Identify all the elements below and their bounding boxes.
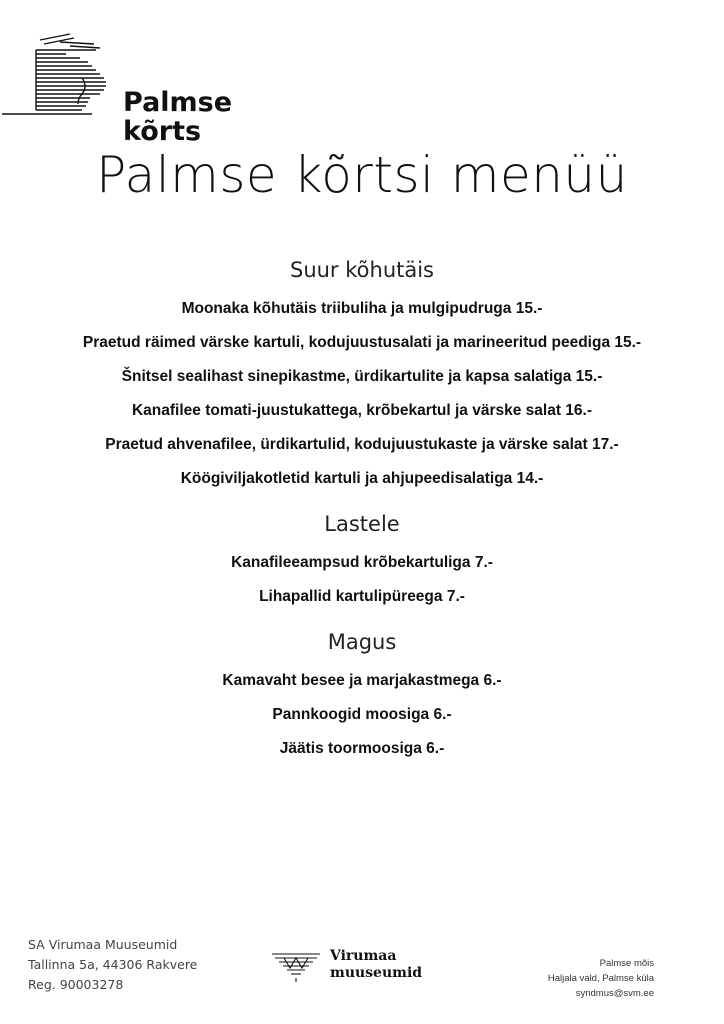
menu-item: Šnitsel sealihast sinepikastme, ürdikartulite ja kapsa salatiga 15.- bbox=[121, 368, 603, 385]
footer-email: syndmus@svm.ee bbox=[575, 988, 654, 999]
footer-venue-address: Haljala vald, Palmse küla bbox=[547, 973, 654, 984]
menu-item: Kamavaht besee ja marjakastmega 6.- bbox=[222, 672, 502, 689]
footer-org-address: Tallinna 5a, 44306 Rakvere bbox=[28, 957, 198, 972]
section-title: Suur kõhutäis bbox=[289, 258, 435, 282]
menu-section-kids bbox=[0, 510, 724, 614]
page-title: Palmse kõrtsi menüü bbox=[96, 146, 628, 204]
virumaa-muuseumid-logo bbox=[270, 948, 440, 988]
footer-address bbox=[28, 935, 197, 995]
menu-item: Pannkoogid moosiga 6.- bbox=[272, 706, 452, 723]
menu-item: Praetud ahvenafilee, ürdikartulid, kodujuustukaste ja värske salat 17.- bbox=[105, 436, 619, 453]
footer-logo-line-2: muuseumid bbox=[330, 965, 423, 981]
menu-item: Köögiviljakotletid kartuli ja ahjupeedisalatiga 14.- bbox=[180, 470, 544, 487]
menu-item: Lihapallid kartulipüreega 7.- bbox=[259, 588, 465, 605]
palmse-logo-icon bbox=[0, 30, 120, 120]
section-title: Magus bbox=[327, 630, 397, 654]
logo-line-1: Palmse bbox=[123, 87, 233, 118]
menu-item: Praetud räimed värske kartuli, kodujuustusalati ja marineeritud peediga 15.- bbox=[82, 334, 642, 351]
menu-section-main bbox=[0, 256, 724, 496]
footer-contact bbox=[548, 956, 654, 1001]
menu-item: Kanafileeampsud krõbekartuliga 7.- bbox=[231, 554, 493, 571]
palmse-korts-logo bbox=[0, 30, 250, 147]
menu-item: Jäätis toormoosiga 6.- bbox=[279, 740, 445, 757]
footer-logo-line-1: Virumaa bbox=[330, 948, 397, 964]
footer-org-reg: Reg. 90003278 bbox=[28, 977, 124, 992]
virumaa-logo-icon bbox=[270, 948, 326, 984]
logo-line-2: kõrts bbox=[123, 116, 202, 147]
footer-org-name: SA Virumaa Muuseumid bbox=[28, 937, 178, 952]
menu-item: Kanafilee tomati-juustukattega, krõbekartul ja värske salat 16.- bbox=[131, 402, 592, 419]
menu bbox=[0, 256, 724, 780]
section-title: Lastele bbox=[324, 512, 400, 536]
menu-item: Moonaka kõhutäis triibuliha ja mulgipudruga 15.- bbox=[181, 300, 543, 317]
menu-section-dessert bbox=[0, 628, 724, 766]
footer-venue: Palmse mõis bbox=[599, 958, 654, 969]
